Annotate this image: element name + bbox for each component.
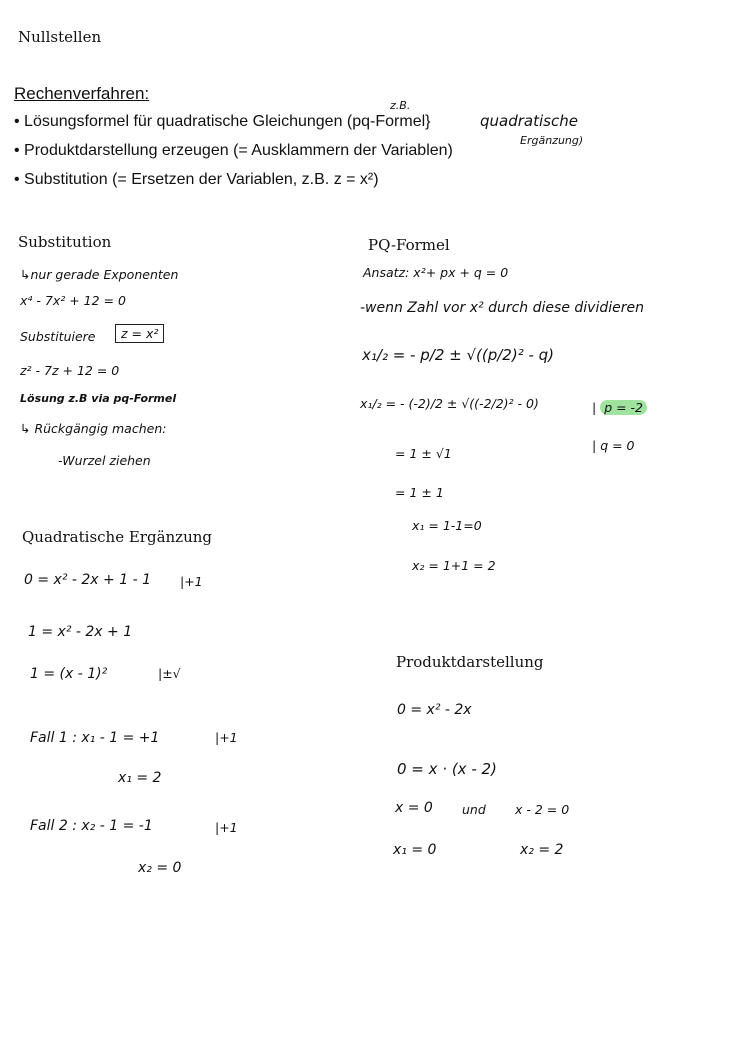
pq-line-7: x₁ = 1-1=0 (412, 518, 482, 533)
substitution-heading: Substitution (18, 233, 112, 251)
sub-box: z = x² (115, 324, 164, 343)
qe-op-1: |+1 (180, 574, 203, 589)
qe-op-3: |+1 (215, 730, 238, 745)
prod-heading: Produktdarstellung (396, 653, 544, 671)
qe-line-3: 1 = (x - 1)² (30, 666, 108, 682)
pq-line-6: = 1 ± 1 (395, 485, 444, 500)
methods-heading: Rechenverfahren: (14, 84, 150, 103)
prod-line-7: x₂ = 2 (520, 842, 564, 858)
prod-line-3: x = 0 (395, 800, 433, 816)
qe-heading: Quadratische Ergänzung (22, 528, 212, 546)
prod-line-1: 0 = x² - 2x (397, 702, 472, 718)
methods-item-1: • Lösungsformel für quadratische Gleichungen (pq-Formel} (14, 113, 431, 130)
annot-zb: z.B. (390, 99, 411, 112)
sub-line-1: ↳nur gerade Exponenten (20, 267, 179, 282)
annot-quadratische: quadratische (480, 112, 578, 130)
pq-line-1: Ansatz: x²+ px + q = 0 (363, 265, 509, 280)
pq-q-label: | q = 0 (592, 438, 635, 453)
sub-line-2: x⁴ - 7x² + 12 = 0 (20, 293, 126, 308)
page-title (18, 28, 101, 46)
qe-line-5: x₁ = 2 (118, 770, 162, 786)
qe-line-4: Fall 1 : x₁ - 1 = +1 (30, 730, 160, 746)
prod-line-2: 0 = x · (x - 2) (397, 760, 497, 778)
methods-item-3: • Substitution (= Ersetzen der Variablen, z.B. z = x²) (14, 171, 379, 188)
prod-line-5: x - 2 = 0 (515, 802, 570, 817)
qe-line-6: Fall 2 : x₂ - 1 = -1 (30, 818, 153, 834)
annot-ergaenzung: Ergänzung) (520, 134, 584, 147)
qe-op-2: |±√ (158, 666, 181, 681)
pq-line-3: x₁/₂ = - p/2 ± √((p/2)² - q) (362, 346, 555, 364)
pq-line-5: = 1 ± √1 (395, 446, 452, 461)
qe-line-1: 0 = x² - 2x + 1 - 1 (24, 572, 151, 588)
prod-line-6: x₁ = 0 (393, 842, 437, 858)
qe-op-4: |+1 (215, 820, 238, 835)
pq-line-4: x₁/₂ = - (-2)/2 ± √((-2/2)² - 0) (360, 396, 539, 411)
qe-line-2: 1 = x² - 2x + 1 (28, 624, 133, 640)
pq-heading: PQ-Formel (368, 236, 450, 254)
sub-line-3: Substituiere (20, 329, 96, 344)
pq-p-label: | p = -2 (592, 400, 647, 415)
page-title-text: Nullstellen (18, 28, 102, 46)
sub-line-4: z² - 7z + 12 = 0 (20, 363, 120, 378)
pq-line-2: -wenn Zahl vor x² durch diese dividieren (360, 300, 644, 316)
qe-line-7: x₂ = 0 (138, 860, 182, 876)
sub-line-7: -Wurzel ziehen (58, 453, 151, 468)
pq-line-8: x₂ = 1+1 = 2 (412, 558, 496, 573)
sub-line-5: Lösung z.B via pq-Formel (20, 392, 177, 405)
methods-item-2: • Produktdarstellung erzeugen (= Ausklammern der Variablen) (14, 142, 453, 159)
prod-line-4: und (462, 802, 486, 817)
sub-line-6: ↳ Rückgängig machen: (20, 421, 167, 436)
